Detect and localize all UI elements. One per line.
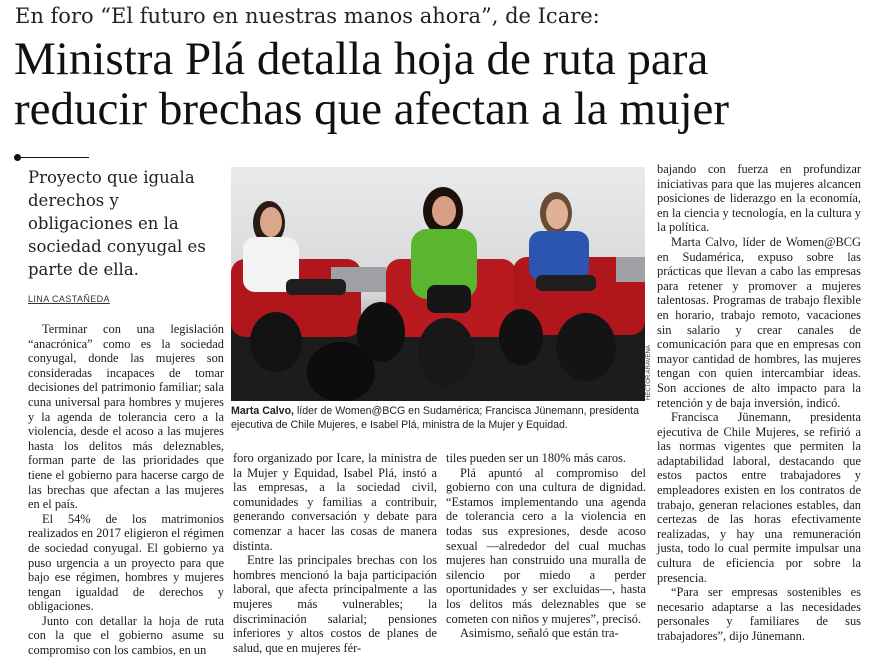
photo-caption: [231, 405, 645, 432]
section-rule-dot: [14, 154, 21, 161]
paragraph: Entre las principales brechas con los hombres mencionó la baja participación laboral, que afecta principalmente a las mujeres más vulnerables; la discriminación salarial; pensiones inferiores y altos costos de planes de salud, que en mujeres fér-: [233, 553, 437, 655]
headline: [14, 34, 874, 134]
paragraph: Plá apuntó al compromiso del gobierno con una cultura de dignidad. “Estamos implementando una agenda de tolerancia cero a la violencia en todas sus expresiones, desde acoso sexual —alrededor del cual muchas mujeres han construido una muralla de silencio por miedo a perder oportunidades y ser excluidas—, hasta los delitos más deleznables que se cometen con niños y mujeres”, precisó.: [446, 465, 646, 626]
headline-line-1: Ministra Plá detalla hoja de ruta para: [14, 33, 709, 85]
paragraph: bajando con fuerza en profundizar iniciativas para que las mujeres alcancen posiciones de liderazgo en la economía, en la ciencia y tecnología, en la cultura y la política.: [657, 162, 861, 235]
paragraph: Asimismo, señaló que están tra-: [460, 626, 619, 641]
paragraph: El 54% de los matrimonios realizados en 2017 eligieron el régimen de sociedad conyugal. El gobierno ya puso urgencia a un proyecto para que bajo ese régimen, hombres y mujeres tengan igualdad de derechos y obligaciones.: [28, 511, 224, 614]
article-photo: [231, 167, 645, 401]
article-column-2: [233, 451, 437, 655]
paragraph: Francisca Jünemann, presidenta ejecutiva de Chile Mujeres, se refirió a las normas vigentes que permiten la adaptabilidad laboral, destacando que estos pactos entre trabajadores y empleadores existen en los contratos de trabajo, generan relaciones estables, dan certezas de las horas efectivamente realizadas, y hay una remuneración justa, todo lo cual permite impulsar una cultura de eficiencia por sobre la presencia.: [657, 410, 861, 585]
byline: LINA CASTAÑEDA: [28, 294, 110, 304]
paragraph: “Para ser empresas sostenibles es necesario adaptarse a las necesidades personales y familiares de sus trabajadores”, dijo Jünemann.: [657, 585, 861, 643]
section-rule: [21, 157, 89, 158]
article-column-3: [446, 451, 646, 641]
deck: Proyecto que iguala derechos y obligaciones en la sociedad conyugal es parte de ella.: [28, 168, 206, 279]
paragraph: foro organizado por Icare, la ministra de la Mujer y Equidad, Isabel Plá, instó a las empresas, a la sociedad civil, comunidades y familias a contribuir, generando conversación y debate para comenzar a hacer las cosas de manera distinta.: [233, 451, 437, 553]
caption-name: Marta Calvo,: [231, 405, 294, 417]
headline-line-2: reducir brechas que afectan a la mujer: [14, 83, 730, 135]
caption-text: líder de Women@BCG en Sudamérica; Francisca Jünemann, presidenta ejecutiva de Chile Mujeres, e Isabel Plá, ministra de la Mujer y Equidad.: [231, 405, 640, 431]
article-column-1: [28, 322, 224, 658]
paragraph: Junto con detallar la hoja de ruta con la que el gobierno asume su compromiso con los cambios, en un: [28, 613, 224, 658]
paragraph: Terminar con una legislación “anacrónica” como es la sociedad conyugal, donde las mujeres son consideradas incapaces de tomar decisiones del patrimonio familiar; sala cuna universal para hombres y mujeres y la agenda de tolerancia cero a la violencia, desde el acoso a las mujeres hasta los delitos más deleznables, forman parte de las prioridades que tiene el gobierno para hacerse cargo de las brechas que afectan a las mujeres en el país.: [28, 322, 224, 512]
photo-credit: HÉCTOR ARAVENA: [646, 345, 652, 400]
article-column-4: [657, 162, 861, 644]
paragraph: tiles pueden ser un 180% más caros.: [446, 451, 626, 465]
paragraph: Marta Calvo, líder de Women@BCG en Sudamérica, expuso sobre las prácticas que llevan a cabo las empresas para retener y promover a mujeres talentosas. Programas de trabajo flexible en horario, trabajo remoto, vacaciones sin salario y crear canales de comunicación para que en empresas con mayor cantidad de hombres, las mujeres tengan con quien intercambiar ideas. Son acciones de alto impacto para la retención y de baja inversión, indicó.: [657, 234, 861, 410]
kicker: En foro “El futuro en nuestras manos ahora”, de Icare:: [15, 4, 600, 28]
panel-photo-illustration: [231, 167, 645, 401]
